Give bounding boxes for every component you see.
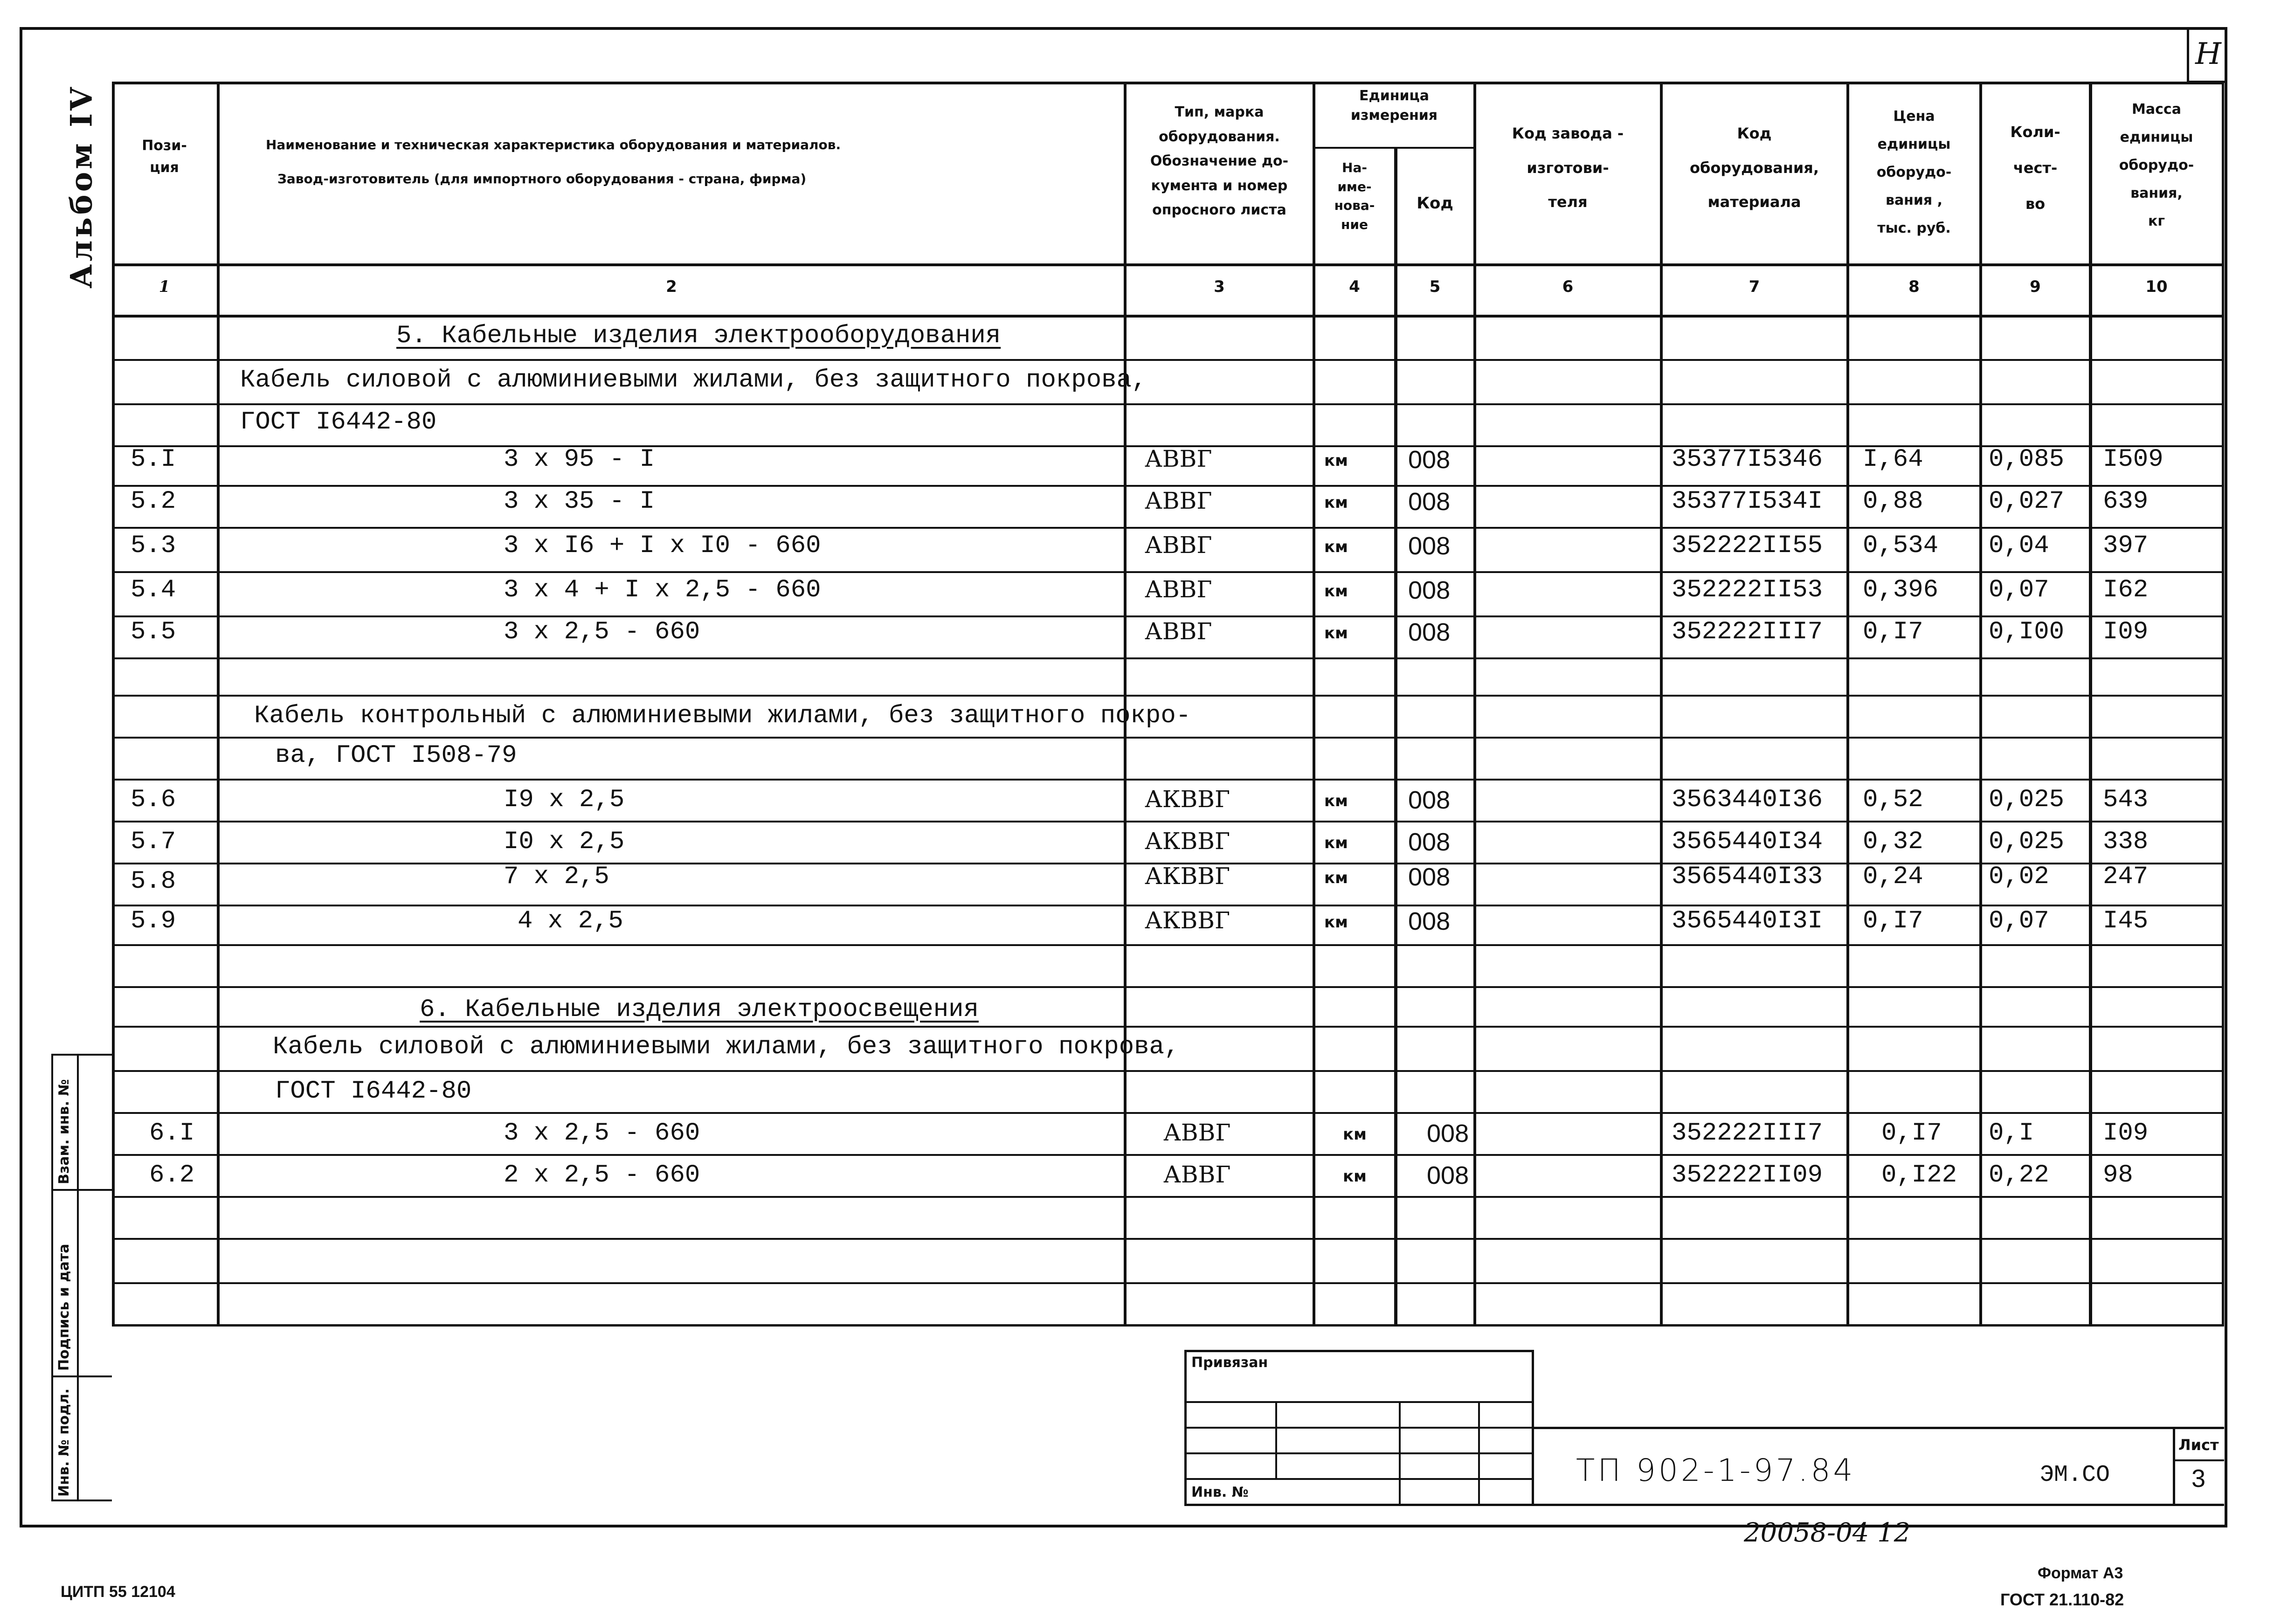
row-type: АКВВГ [1145,786,1230,813]
row-quantity: 0,085 [1989,445,2065,474]
col-number: 3 [1214,277,1225,296]
row-line [112,737,2224,739]
col-line [217,82,220,1327]
row-material-code: 352222III7 [1672,1119,1823,1147]
header-factory-code: Код завода - изготови- теля [1512,124,1624,211]
row-mass: I09 [2103,618,2149,646]
doc-mark: ЭМ.СО [2040,1462,2110,1488]
col-number: 6 [1562,277,1574,296]
row-material-code: 3565440I34 [1672,828,1823,856]
section-5-desc: Кабель силовой с алюминиевыми жилами, без защитного покрова, [240,366,1147,394]
col-number: 10 [2145,277,2168,296]
col-number: 7 [1749,277,1760,296]
col-number: 1 [159,277,170,296]
sheet-label: Лист [2178,1436,2219,1454]
row-mass: 98 [2103,1161,2133,1189]
row-mass: I62 [2103,576,2149,604]
row-price: 0,52 [1863,786,1923,814]
handwritten-number: 20058-04 12 [1744,1518,1911,1548]
row-price: 0,534 [1863,532,1939,560]
row-position: 5.I [131,445,176,474]
row-price: 0,I7 [1863,907,1923,935]
row-unit: км [1324,913,1348,932]
section-6-desc: Кабель силовой с алюминиевыми жилами, без защитного покрова, [273,1033,1180,1061]
row-code: 008 [1408,828,1451,856]
doc-code: ТП 902-1-97.84 [1576,1452,1856,1488]
row-line [112,1154,2224,1156]
row-code: 008 [1408,618,1451,646]
row-price: 0,396 [1863,576,1939,604]
row-mass: 338 [2103,828,2149,856]
album-label: Альбом IV [64,84,99,289]
row-line [112,695,2224,697]
row-name: I0 х 2,5 [504,828,625,856]
row-price: 0,32 [1863,828,1923,856]
row-line [112,1196,2224,1198]
title-block-top [1534,1427,2224,1429]
side-strip-divider [51,1375,112,1377]
row-type: АВВГ [1163,1119,1231,1146]
unit-subheader-line [1313,147,1473,149]
side-strip-divider [51,1189,112,1191]
row-type: АВВГ [1145,487,1212,514]
row-quantity: 0,02 [1989,863,2049,891]
row-name: 3 х 95 - I [504,445,655,474]
row-material-code: 35377I534I [1672,487,1823,516]
row-material-code: 352222II09 [1672,1161,1823,1189]
row-quantity: 0,I [1989,1119,2034,1147]
row-line [112,359,2224,361]
row-material-code: 352222II55 [1672,532,1823,560]
numbers-bottom [112,315,2224,318]
stamp-line [1184,1427,1534,1429]
row-material-code: 35377I5346 [1672,445,1823,474]
row-mass: 397 [2103,532,2149,560]
header-unit-code: Код [1417,194,1453,213]
row-unit: км [1324,451,1348,470]
row-type: АКВВГ [1145,828,1230,855]
row-position: 6.I [149,1119,195,1147]
album-label-box [56,84,107,289]
row-line [112,1026,2224,1028]
row-line [112,527,2224,529]
stamp-col [1399,1401,1401,1506]
header-name: Наименование и техническая характеристика оборудования и материалов. Завод-изготовитель (для импортного оборудования - страна, фирма) [266,137,841,187]
section-6-title: 6. Кабельные изделия электроосвещения [420,995,979,1024]
row-line [112,485,2224,487]
col-number: 5 [1429,277,1441,296]
row-line [112,1070,2224,1072]
row-type: АКВВГ [1145,907,1230,934]
header-type: Тип, марка оборудования. Обозначение до- кумента и номер опросного листа [1150,104,1289,218]
row-price: 0,I22 [1881,1161,1957,1189]
row-price: 0,I7 [1863,618,1923,646]
row-material-code: 3565440I33 [1672,863,1823,891]
side-field-signature-date: Подпись и дата [56,1244,72,1371]
header-mass: Масса единицы оборудо- вания, кг [2119,101,2194,229]
table-bottom [112,1324,2224,1327]
row-line [112,657,2224,659]
col-line [2089,82,2092,1324]
stamp-line [1184,1452,1534,1454]
row-line [112,1282,2224,1284]
row-unit: км [1324,582,1348,601]
col-number: 4 [1349,277,1360,296]
row-position: 5.3 [131,532,176,560]
stamp-privyazan: Привязан [1191,1354,1268,1371]
table-top [112,82,2224,84]
sheet-marker: H [2187,27,2227,83]
row-type: АКВВГ [1145,863,1230,890]
row-name: 3 х 2,5 - 660 [504,1119,700,1147]
row-line [112,403,2224,405]
sheet-number: 3 [2191,1465,2206,1493]
section-5-title: 5. Кабельные изделия электрооборудования [396,322,1001,350]
row-code: 008 [1408,907,1451,935]
stamp-inv-no: Инв. № [1191,1484,1249,1500]
header-quantity: Коли- чест- во [2010,123,2060,213]
row-type: АВВГ [1145,576,1212,603]
row-position: 6.2 [149,1161,195,1189]
row-mass: I45 [2103,907,2149,935]
col-number: 2 [666,277,677,296]
row-type: АВВГ [1145,618,1212,645]
side-field-inv-original: Инв. № подл. [56,1388,72,1497]
row-name: 3 х 4 + I х 2,5 - 660 [504,576,821,604]
row-position: 5.7 [131,828,176,856]
header-unit-name: На- име- нова- ние [1334,160,1375,232]
row-mass: 247 [2103,863,2149,891]
row-name: I9 х 2,5 [504,786,625,814]
row-code: 008 [1408,863,1451,891]
side-field-replace-inv: Взам. инв. № [56,1079,72,1184]
row-material-code: 3565440I3I [1672,907,1823,935]
title-block-bottom [1534,1504,2224,1506]
row-line [112,986,2224,988]
col-line [2222,82,2224,1324]
row-code: 008 [1408,786,1451,814]
row-price: 0,24 [1863,863,1923,891]
row-quantity: 0,025 [1989,786,2065,814]
row-line [112,944,2224,946]
row-price: 0,88 [1863,487,1923,516]
row-quantity: 0,04 [1989,532,2049,560]
row-unit: км [1324,869,1348,887]
row-name: 4 х 2,5 [518,907,623,935]
row-line [112,571,2224,573]
row-unit: км [1324,834,1348,852]
row-line [112,821,2224,822]
sheet-line [2173,1459,2224,1461]
footer-citp: ЦИТП 55 12104 [61,1583,175,1601]
row-code: 008 [1408,532,1451,560]
section-5-desc: ва, ГОСТ I508-79 [275,741,517,770]
header-bottom [112,263,2224,266]
row-unit: км [1324,538,1348,556]
row-code: 008 [1427,1161,1469,1189]
col-line [1313,82,1315,1327]
col-line [1846,82,1849,1324]
row-name: 3 х I6 + I х I0 - 660 [504,532,821,560]
row-unit: км [1343,1167,1367,1186]
row-code: 008 [1408,488,1451,516]
row-name: 7 х 2,5 [504,863,609,891]
row-quantity: 0,027 [1989,487,2065,516]
col-line [1473,82,1476,1324]
col-line [1660,82,1663,1324]
row-type: АВВГ [1145,445,1212,472]
format-label: Формат А3 [2038,1564,2123,1582]
row-position: 5.4 [131,576,176,604]
section-5-desc: Кабель контрольный с алюминиевыми жилами, без защитного покро- [254,702,1191,730]
row-unit: км [1324,624,1348,643]
row-unit: км [1324,792,1348,810]
row-position: 5.5 [131,618,176,646]
row-line [112,1112,2224,1114]
col-number: 8 [1908,277,1920,296]
row-code: 008 [1408,576,1451,604]
row-price: I,64 [1863,445,1923,474]
row-line [112,905,2224,906]
stamp-line [1184,1478,1534,1480]
row-unit: км [1324,493,1348,512]
header-material-code: Код оборудования, материала [1690,124,1819,211]
row-mass: 639 [2103,487,2149,516]
side-strip-inner [77,1054,79,1501]
stamp-line [1184,1401,1534,1403]
row-mass: I509 [2103,445,2163,474]
row-mass: 543 [2103,786,2149,814]
row-price: 0,I7 [1881,1119,1942,1147]
row-position: 5.8 [131,867,176,896]
row-quantity: 0,07 [1989,907,2049,935]
row-line [112,779,2224,781]
row-quantity: 0,22 [1989,1161,2049,1189]
row-name: 3 х 2,5 - 660 [504,618,700,646]
stamp-col [1478,1401,1480,1506]
row-quantity: 0,07 [1989,576,2049,604]
gost-label: ГОСТ 21.110-82 [2000,1590,2124,1609]
row-name: 3 х 35 - I [504,487,655,516]
row-code: 008 [1427,1120,1469,1147]
row-code: 008 [1408,446,1451,474]
row-mass: I09 [2103,1119,2149,1147]
col-line [1979,82,1982,1324]
stamp-col [1275,1401,1277,1478]
row-type: АВВГ [1163,1161,1231,1188]
row-material-code: 3563440I36 [1672,786,1823,814]
header-price: Цена единицы оборудо- вания , тыс. руб. [1876,108,1952,236]
row-quantity: 0,025 [1989,828,2065,856]
row-quantity: 0,I00 [1989,618,2065,646]
col-line [112,82,115,1327]
row-unit: км [1343,1125,1367,1144]
row-line [112,615,2224,617]
row-material-code: 352222II53 [1672,576,1823,604]
row-position: 5.6 [131,786,176,814]
row-material-code: 352222III7 [1672,618,1823,646]
section-5-desc: ГОСТ I6442-80 [240,408,437,436]
header-unit: Единица измерения [1350,88,1438,124]
col-number: 9 [2030,277,2041,296]
col-line [1394,147,1397,1324]
header-position: Пози- ция [142,138,187,176]
section-6-desc: ГОСТ I6442-80 [275,1077,472,1106]
row-type: АВВГ [1145,532,1212,559]
row-line [112,1238,2224,1240]
row-position: 5.9 [131,907,176,935]
row-name: 2 х 2,5 - 660 [504,1161,700,1189]
row-position: 5.2 [131,487,176,516]
